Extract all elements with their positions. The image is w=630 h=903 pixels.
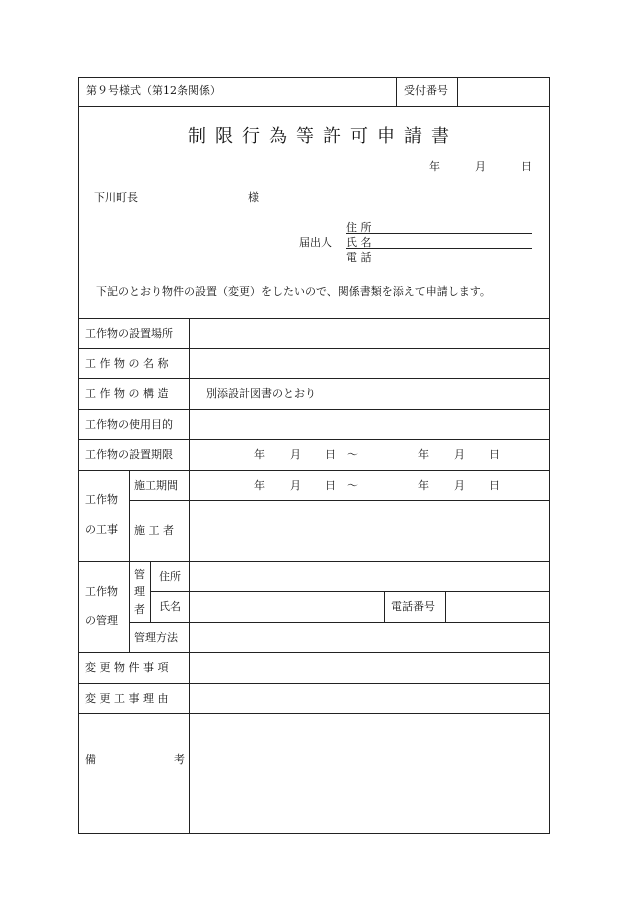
phone-divider-1 <box>384 591 385 622</box>
group-divider-management <box>129 561 130 652</box>
frame-left <box>78 77 79 833</box>
row-line <box>78 470 550 471</box>
contractor-label: 施 工 者 <box>134 524 174 537</box>
addressee-honorific: 様 <box>248 191 259 204</box>
row-line <box>78 378 550 379</box>
change-reason-field[interactable] <box>190 684 548 712</box>
form-number: 第９号様式（第12条関係） <box>86 84 221 97</box>
statement: 下記のとおり物件の設置（変更）をしたいので、関係書類を添えて申請します。 <box>96 285 491 298</box>
manager-address-label: 住所 <box>159 570 181 583</box>
construction-start-month: 月 <box>290 479 301 492</box>
period-end-day: 日 <box>489 448 500 461</box>
manager-address-field[interactable] <box>190 562 548 590</box>
row-location-label: 工作物の設置場所 <box>85 327 173 340</box>
period-end-month: 月 <box>454 448 465 461</box>
manager-name-field[interactable] <box>190 592 383 621</box>
period-start-day: 日 <box>325 448 336 461</box>
row-line <box>78 439 550 440</box>
manager-char-1: 管 <box>134 568 145 581</box>
period-start-year: 年 <box>254 448 265 461</box>
construction-end-month: 月 <box>454 479 465 492</box>
change-reason-label: 変 更 工 事 理 由 <box>85 692 169 705</box>
remarks-label-1: 備 <box>85 753 96 766</box>
manager-divider <box>150 561 151 622</box>
manager-name-label: 氏名 <box>159 600 181 613</box>
structure-value: 別添設計図書のとおり <box>206 387 316 400</box>
receipt-label: 受付番号 <box>404 84 448 97</box>
receipt-divider-1 <box>396 77 397 107</box>
receipt-number-field[interactable] <box>458 78 548 106</box>
applicant-phone-label: 電 話 <box>346 251 372 264</box>
remarks-label-2: 考 <box>174 753 185 766</box>
phone-number-field[interactable] <box>446 592 548 621</box>
applicant-address-label: 住 所 <box>346 221 372 234</box>
applicant-address-line[interactable] <box>346 233 532 234</box>
period-start-month: 月 <box>290 448 301 461</box>
period-tilde: ～ <box>347 448 358 461</box>
page-title: 制限行為等許可申請書 <box>188 126 458 147</box>
row-name-label: 工 作 物 の 名 称 <box>85 357 169 370</box>
contractor-field[interactable] <box>190 501 548 560</box>
applicant-name-line[interactable] <box>346 248 532 249</box>
row-structure-label: 工 作 物 の 構 造 <box>85 387 169 400</box>
management-group-label-2: の管理 <box>85 614 118 627</box>
row-purpose-label: 工作物の使用目的 <box>85 418 173 431</box>
construction-end-year: 年 <box>418 479 429 492</box>
construction-period-label: 施工期間 <box>134 479 178 492</box>
construction-tilde: ～ <box>347 479 358 492</box>
construction-group-label-2: の工事 <box>85 523 118 536</box>
phone-number-label: 電話番号 <box>391 600 435 613</box>
name-field[interactable] <box>190 349 548 377</box>
management-group-label-1: 工作物 <box>85 585 118 598</box>
applicant-label: 届出人 <box>299 236 332 249</box>
frame-bottom <box>78 833 550 834</box>
manager-char-2: 理 <box>134 585 145 598</box>
location-field[interactable] <box>190 319 548 347</box>
construction-start-day: 日 <box>325 479 336 492</box>
header-line <box>78 106 550 107</box>
row-period-label: 工作物の設置期限 <box>85 448 173 461</box>
date-month: 月 <box>475 160 486 173</box>
change-item-field[interactable] <box>190 653 548 682</box>
construction-end-day: 日 <box>489 479 500 492</box>
manager-char-3: 者 <box>134 603 145 616</box>
period-end-year: 年 <box>418 448 429 461</box>
construction-start-year: 年 <box>254 479 265 492</box>
management-method-field[interactable] <box>190 623 548 651</box>
construction-group-label-1: 工作物 <box>85 493 118 506</box>
date-day: 日 <box>521 160 532 173</box>
applicant-name-label: 氏 名 <box>346 236 372 249</box>
change-item-label: 変 更 物 件 事 項 <box>85 661 169 674</box>
frame-right <box>549 77 550 833</box>
group-divider-construction <box>129 470 130 561</box>
purpose-field[interactable] <box>190 410 548 438</box>
remarks-field[interactable] <box>190 714 548 832</box>
date-year: 年 <box>429 160 440 173</box>
addressee-name: 下川町長 <box>94 191 138 204</box>
management-method-label: 管理方法 <box>134 631 178 644</box>
